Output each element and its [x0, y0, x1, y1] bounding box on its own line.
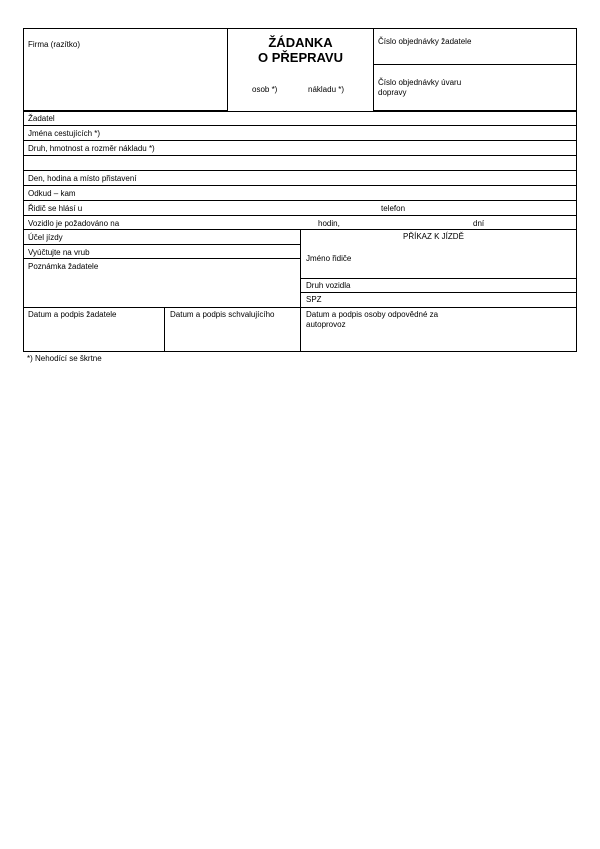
fleet-manager-signature-field[interactable]: Datum a podpis osoby odpovědné za autoprovoz: [306, 310, 439, 329]
sig-divider: [164, 307, 165, 352]
order-number-transport-label: Číslo objednávky úvaru dopravy: [378, 78, 462, 97]
days-field[interactable]: dní: [473, 219, 485, 228]
purpose-field[interactable]: Účel jízdy: [28, 233, 63, 242]
mid-divider: [300, 229, 301, 352]
row-line: [23, 140, 577, 141]
transport-request-form: [23, 28, 577, 352]
nakladu-option[interactable]: nákladu *): [308, 85, 345, 94]
order-number-applicant-label: Číslo objednávky žadatele: [378, 37, 472, 46]
route-field[interactable]: Odkud – kam: [28, 189, 76, 198]
form-title: ŽÁDANKA: [268, 35, 333, 50]
trip-order-heading: PŘÍKAZ K JÍZDĚ: [403, 232, 464, 241]
phone-field[interactable]: telefon: [381, 204, 406, 213]
form-subtitle: O PŘEPRAVU: [258, 50, 343, 65]
zadatel-field[interactable]: Žadatel: [28, 114, 55, 123]
driver-name-field[interactable]: Jméno řidiče: [306, 254, 352, 263]
charge-to-field[interactable]: Vyúčtujte na vrub: [28, 248, 90, 257]
row-line: [23, 111, 577, 112]
row-line: [23, 170, 577, 171]
order-divider: [373, 64, 577, 65]
row-line: [23, 258, 300, 259]
row-line: [300, 278, 577, 279]
row-line: [23, 185, 577, 186]
vehicle-type-field[interactable]: Druh vozidla: [306, 281, 351, 290]
firma-label: Firma (razítko): [28, 40, 80, 49]
applicant-signature-field[interactable]: Datum a podpis žadatele: [28, 310, 117, 319]
row-line: [23, 244, 300, 245]
row-line: [23, 125, 577, 126]
row-line: [300, 292, 577, 293]
approver-signature-field[interactable]: Datum a podpis schvalujícího: [170, 310, 275, 319]
row-line: [23, 155, 577, 156]
hours-field[interactable]: hodin,: [318, 219, 340, 228]
spz-field[interactable]: SPZ: [306, 295, 322, 304]
applicant-note-field[interactable]: Poznámka žadatele: [28, 262, 99, 271]
row-line: [23, 200, 577, 201]
pickup-field[interactable]: Den, hodina a místo přistavení: [28, 174, 137, 183]
driver-report-field[interactable]: Řidič se hlásí u: [28, 204, 83, 213]
row-line: [23, 215, 577, 216]
row-line: [23, 307, 577, 308]
vehicle-required-field[interactable]: Vozidlo je požadováno na: [28, 219, 120, 228]
cargo-field[interactable]: Druh, hmotnost a rozměr nákladu *): [28, 144, 155, 153]
passenger-names-field[interactable]: Jména cestujících *): [28, 129, 101, 138]
footnote: *) Nehodící se škrtne: [27, 354, 102, 363]
osob-option[interactable]: osob *): [252, 85, 278, 94]
